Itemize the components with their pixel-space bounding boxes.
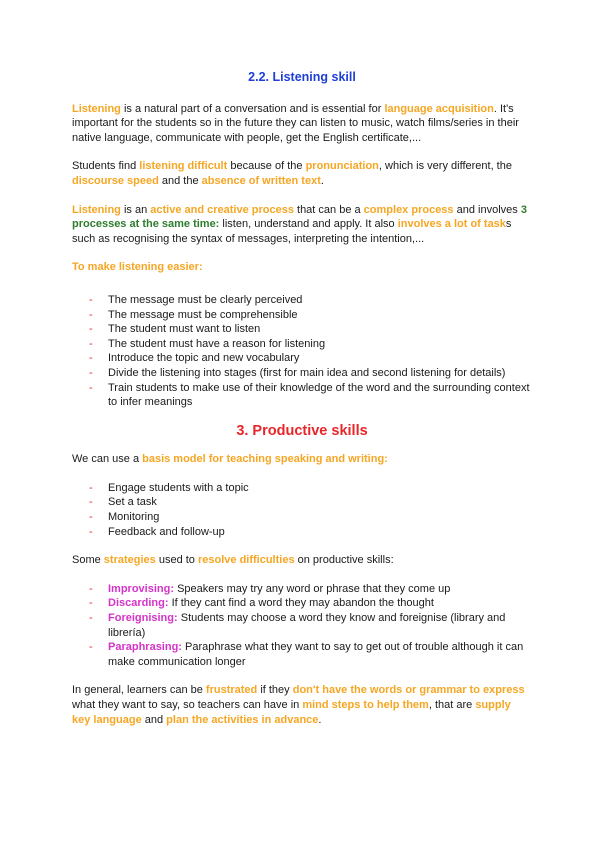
- list-item: [72, 495, 532, 510]
- strategy-term: Discarding:: [108, 597, 169, 610]
- text: , which is very different, the: [378, 160, 512, 173]
- list-item: [72, 381, 532, 410]
- list-item-text: Feedback and follow-up: [108, 525, 225, 538]
- text: on productive skills:: [294, 554, 394, 567]
- strategy-text: Speakers may try any word or phrase that they come up: [174, 582, 451, 595]
- list-item-text: Engage students with a topic: [108, 481, 249, 494]
- dash-bullet: -: [89, 352, 93, 365]
- term-listening: Listening: [72, 102, 121, 115]
- strategies-list: [72, 582, 532, 670]
- term-plan-activities: plan the activities in advance: [166, 713, 319, 726]
- term-no-words-grammar: don't have the words or grammar to express: [292, 684, 525, 697]
- dash-bullet: -: [89, 582, 93, 595]
- term-strategies: strategies: [103, 554, 156, 567]
- dash-bullet: -: [89, 381, 93, 394]
- list-item: [72, 308, 532, 323]
- list-item: [72, 611, 532, 640]
- list-item-text: Introduce the topic and new vocabulary: [108, 352, 300, 365]
- list-item: [72, 481, 532, 496]
- document-page: [72, 70, 532, 741]
- term-basis-model: basis model for teaching speaking and writing:: [142, 453, 388, 466]
- strategies-intro-paragraph: [72, 553, 532, 568]
- text: and involves: [453, 203, 521, 216]
- list-item: [72, 582, 532, 597]
- strategy-text: If they cant find a word they may abandon the thought: [168, 597, 434, 610]
- dash-bullet: -: [89, 481, 93, 494]
- list-item-text: The message must be clearly perceived: [108, 293, 303, 306]
- text: is a natural part of a conversation and is essential for: [120, 102, 385, 115]
- term-listening-difficult: listening difficult: [139, 160, 228, 173]
- list-item-text: Divide the listening into stages (first for main idea and second listening for details): [108, 366, 506, 379]
- dash-bullet: -: [89, 511, 93, 524]
- section-2-2-title: 2.2. Listening skill: [248, 70, 356, 84]
- term-mind-steps: mind steps to help them: [302, 699, 429, 711]
- text: what they want to say, so teachers can have in: [72, 699, 303, 711]
- term-listening: Listening: [72, 203, 121, 216]
- strategy-term: Foreignising:: [108, 612, 178, 625]
- dash-bullet: -: [89, 308, 93, 321]
- text: , that are: [428, 699, 476, 711]
- dash-bullet: -: [89, 496, 93, 509]
- text: that can be a: [293, 203, 364, 216]
- text: In general, learners can be: [72, 684, 206, 697]
- list-item: [72, 596, 532, 611]
- text: and the: [158, 174, 202, 187]
- basis-model-list: [72, 481, 532, 539]
- dash-bullet: -: [89, 612, 93, 625]
- term-language-acquisition: language acquisition: [384, 102, 494, 115]
- term-three-processes: 3 processes at the same time:: [72, 203, 527, 231]
- term-frustrated: frustrated: [205, 684, 258, 697]
- basis-model-paragraph: [72, 452, 532, 467]
- text: is an: [120, 203, 151, 216]
- text: used to: [155, 554, 198, 567]
- dash-bullet: -: [89, 337, 93, 350]
- list-item-text: The student must want to listen: [108, 323, 261, 336]
- text: .: [320, 174, 324, 187]
- dash-bullet: -: [89, 366, 93, 379]
- text: . It's important for the students so in the future they can listen to music, watch films/series in their native language, communicate with people, get the English certificate,...: [72, 102, 519, 144]
- list-item: [72, 351, 532, 366]
- list-item-text: Train students to make use of their knowledge of the word and the surrounding context to infer meanings: [108, 381, 530, 409]
- list-item: [72, 525, 532, 540]
- list-item: [72, 366, 532, 381]
- dash-bullet: -: [89, 293, 93, 306]
- dash-bullet: -: [89, 597, 93, 610]
- text: and: [141, 713, 167, 726]
- listening-difficulty-paragraph: [72, 159, 532, 188]
- text: Students find: [72, 160, 140, 173]
- list-item-text: Monitoring: [108, 511, 160, 524]
- text: listen, understand and apply. It also: [219, 218, 398, 231]
- listening-easier-list: [72, 293, 532, 410]
- make-listening-easier-heading: To make listening easier:: [72, 261, 203, 274]
- listening-intro-paragraph: [72, 102, 532, 146]
- text: Some: [72, 554, 104, 567]
- strategy-text: Paraphrase what they want to say to get out of trouble although it can make communication longer: [108, 641, 524, 668]
- strategy-term: Paraphrasing:: [108, 641, 182, 654]
- term-supply-key-language: supply key language: [72, 699, 511, 726]
- text: .: [318, 713, 322, 726]
- term-pronunciation: pronunciation: [305, 160, 379, 173]
- strategy-term: Improvising:: [108, 582, 175, 595]
- text: if they: [257, 684, 293, 697]
- list-item-text: The message must be comprehensible: [108, 308, 298, 321]
- list-item-text: Set a task: [108, 496, 157, 509]
- term-resolve-difficulties: resolve difficulties: [197, 554, 295, 567]
- list-item: [72, 337, 532, 352]
- section-3-title: 3. Productive skills: [236, 422, 368, 439]
- term-active-creative-process: active and creative process: [150, 203, 294, 216]
- list-item: [72, 640, 532, 669]
- term-discourse-speed: discourse speed: [72, 174, 159, 187]
- dash-bullet: -: [89, 641, 93, 654]
- conclusion-paragraph: [72, 683, 532, 727]
- text: We can use a: [72, 453, 143, 466]
- list-item-text: The student must have a reason for listening: [108, 337, 326, 350]
- list-item: [72, 510, 532, 525]
- strategy-text: Students may choose a word they know and foreignise (library and librería): [108, 612, 506, 639]
- dash-bullet: -: [89, 323, 93, 336]
- list-item: [72, 322, 532, 337]
- term-complex-process: complex process: [363, 203, 454, 216]
- text: because of the: [227, 160, 306, 173]
- term-absence-written-text: absence of written text: [201, 174, 321, 187]
- text: s such as recognising the syntax of messages, interpreting the intention,...: [72, 218, 512, 245]
- listening-process-paragraph: [72, 203, 532, 247]
- term-involves-tasks: involves a lot of task: [397, 218, 506, 231]
- dash-bullet: -: [89, 525, 93, 538]
- list-item: [72, 293, 532, 308]
